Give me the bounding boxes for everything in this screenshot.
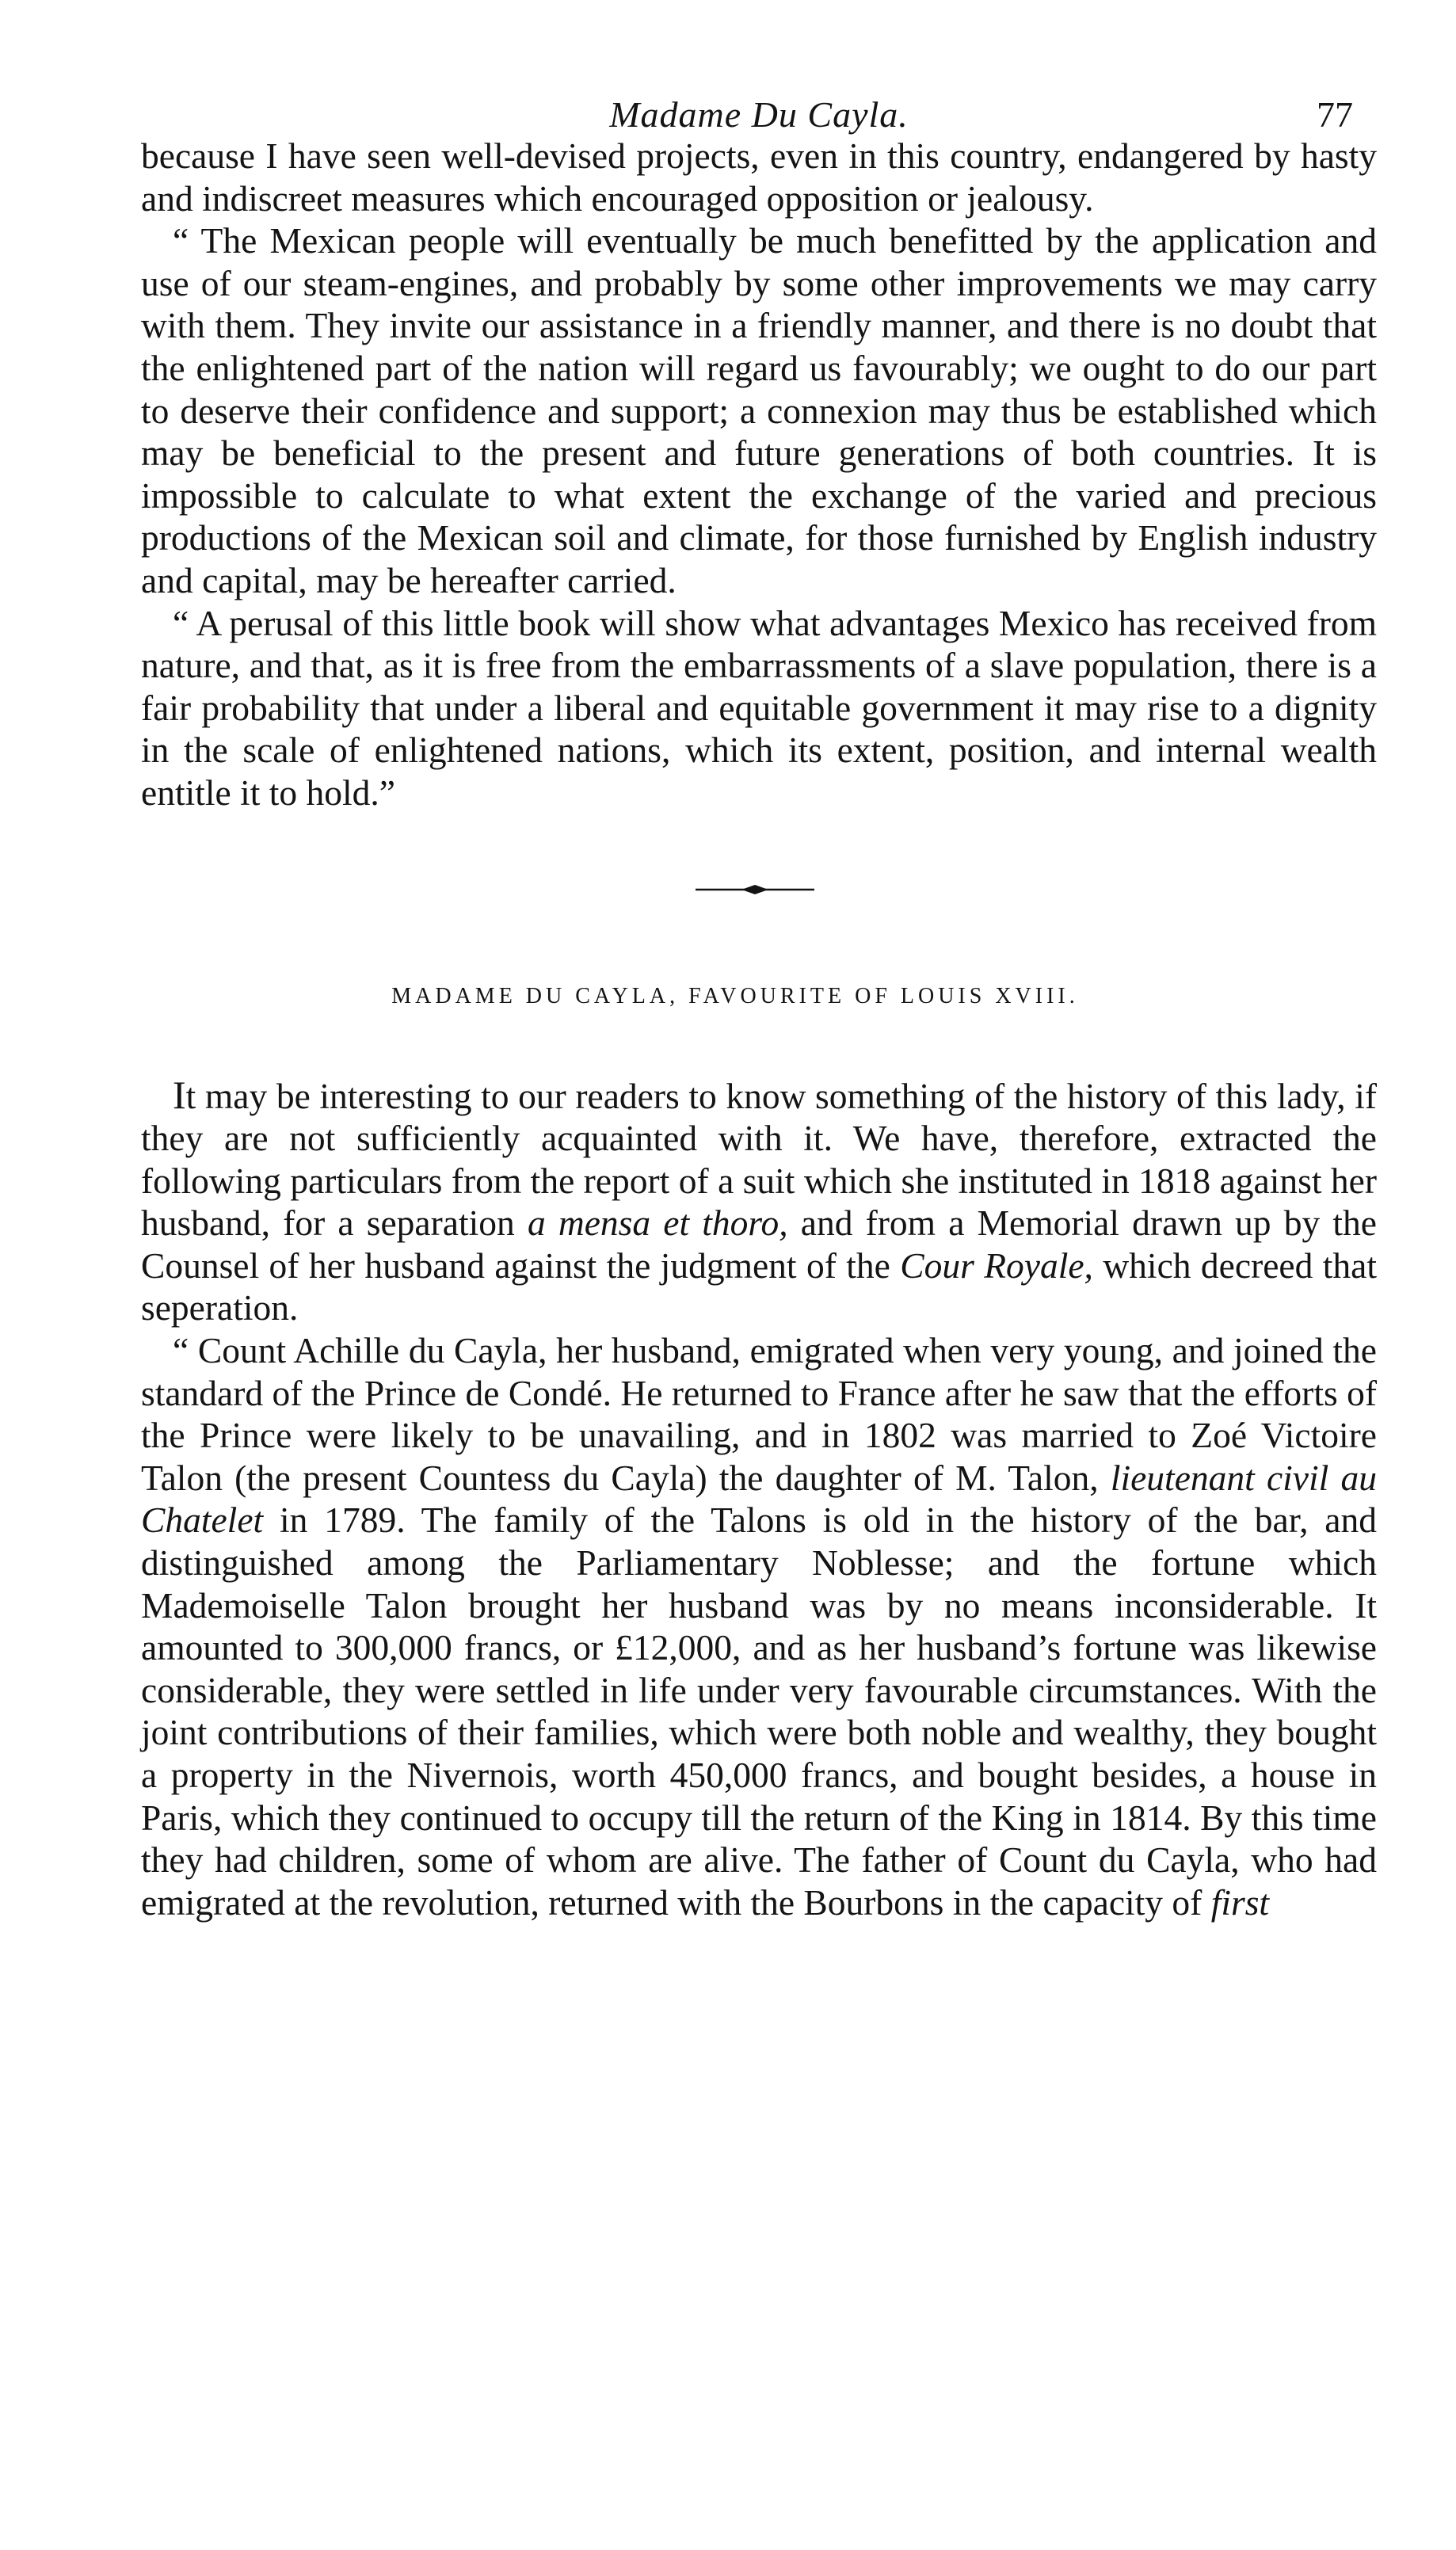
intro-italic-mensa: a mensa et thoro, [527,1203,788,1244]
divider-ornament-icon [696,882,814,898]
count-italic-lieutenant: lieutenant civil au Chatelet [141,1457,1377,1541]
paragraph-intro [141,1074,1377,1330]
section-heading [141,965,1377,1074]
count-text-b: in 1789. The family of the Talons is old in the history of the bar, and distinguished among the Parliamentary Noblesse; and the fortune which Mademoiselle Talon brought her husband was by no means inconsiderable. It amounted to 300,000 francs, or £12,000, and as her husband’s fortune was likewise considerable, they were settled in life under very favourable circumstances. With the joint contributions of their families, which were both noble and wealthy, they bought a property in the Nivernois, worth 450,000 francs, and bought besides, a house in Paris, which they continued to occupy till the return of the King in 1814. By this time they had children, some of whom are alive. The father of Count du Cayla, who had emigrated at the revolution, returned with the Bourbons in the capacity of [141,1500,1377,1923]
page-number: 77 [1317,94,1353,135]
running-head [141,79,1377,135]
intro-text-a: It may be interesting to our readers to know something of the history of this lady, if they are not sufficiently acquainted with it. We have, therefore, extracted the following particulars from the report of a suit which she instituted in 1818 against her husband, for a separation [141,1072,1377,1244]
intro-text-b: and from a Memorial drawn up by the Counsel of her husband against the judgment of the [141,1203,1377,1286]
book-page [141,79,1377,1923]
running-title: Madame Du Cayla. [609,94,909,135]
count-text-a: “ Count Achille du Cayla, her husband, emigrated when very young, and joined the standard of the Prince de Condé. He returned to France after he saw that the efforts of the Prince were likely to be unavailing, and in 1802 was married to Zoé Victoire Talon (the present Countess du Cayla) the daughter of M. Talon, [141,1330,1377,1498]
section-2-text [141,1074,1377,1924]
paragraph-perusal: “ A perusal of this little book will show what advantages Mexico has received from nature, and that, as it is free from the embarrassments of a slave population, there is a fair probability that under a liberal and equitable government it may rise to a dignity in the scale of enlightened nations, which its extent, position, and internal wealth entitle it to hold.” [141,602,1377,813]
intro-italic-cour-royale: Cour Royale, [900,1245,1093,1286]
section-1-text [141,135,1377,814]
section-divider [141,814,1377,965]
paragraph-continued: because I have seen well-devised projects, even in this country, endangered by hasty and indiscreet measures which encouraged opposition or jealousy. [141,135,1377,219]
section-heading-text: MADAME DU CAYLA, FAVOURITE OF LOUIS XVIII. [391,983,1079,1008]
paragraph-mexican-people: “ The Mexican people will eventually be much benefitted by the application and use of our steam-engines, and probably by some other improvements we may carry with them. They invite our assistance in a friendly manner, and there is no doubt that the enlightened part of the nation will regard us favourably; we ought to do our part to deserve their confidence and support; a connexion may thus be established which may be beneficial to the present and future generations of both countries. It is impossible to calculate to what extent the exchange of the varied and precious productions of the Mexican soil and climate, for those furnished by English industry and capital, may be hereafter carried. [141,220,1377,600]
paragraph-count-achille [141,1329,1377,1923]
count-italic-first: first [1210,1881,1270,1923]
intro-text-c: which decreed that seperation. [141,1245,1377,1328]
